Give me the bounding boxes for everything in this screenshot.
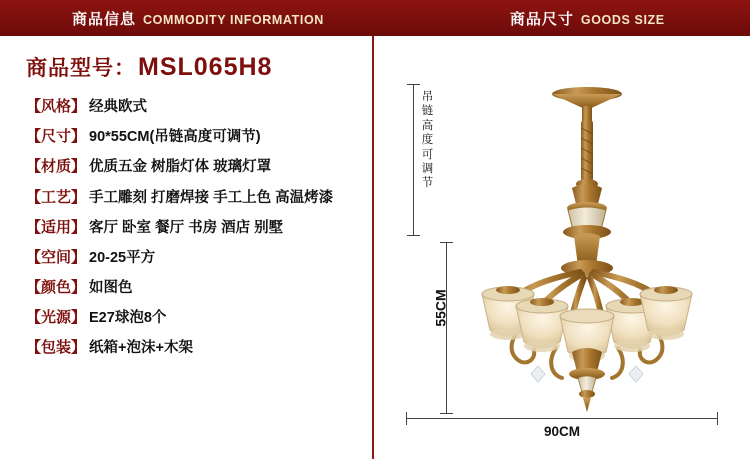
- product-model-line: [26, 52, 372, 82]
- header-commodity-information-en: COMMODITY INFORMATION: [143, 12, 324, 27]
- spec-value: 手工雕刻 打磨焊接 手工上色 高温烤漆: [89, 189, 334, 206]
- dimension-width: [406, 418, 718, 448]
- spec-key: 【颜色】: [26, 279, 87, 297]
- dimension-width-axis: [406, 418, 718, 419]
- spec-value: 客厅 卧室 餐厅 书房 酒店 别墅: [89, 219, 284, 236]
- dimension-chain-label: 吊链高度可调节: [421, 91, 434, 190]
- dimension-height: [428, 242, 452, 414]
- dimension-height-axis: [446, 242, 447, 414]
- dimension-width-label: 90CM: [543, 424, 580, 439]
- lamp-stage: [374, 36, 750, 459]
- spec-value: 纸箱+泡沫+木架: [89, 340, 193, 357]
- spec-key: 【尺寸】: [26, 128, 87, 146]
- product-info-panel: [0, 36, 372, 459]
- spec-value: 如图色: [89, 280, 133, 297]
- header-goods-size-cn: 商品尺寸: [509, 10, 574, 28]
- spec-row: [26, 279, 372, 297]
- spec-key: 【光源】: [26, 309, 87, 327]
- dimension-height-cap-top: [440, 242, 453, 243]
- spec-key: 【包装】: [26, 339, 87, 357]
- dimension-chain-axis: [413, 84, 414, 236]
- spec-key: 【工艺】: [26, 188, 87, 206]
- spec-key: 【适用】: [26, 218, 87, 236]
- spec-row: [26, 219, 372, 237]
- spec-value: 经典欧式: [89, 99, 148, 115]
- size-diagram-panel: [372, 36, 750, 459]
- dimension-chain-cap-top: [407, 84, 420, 85]
- dimension-height-cap-bottom: [440, 413, 453, 414]
- spec-row: [26, 158, 372, 176]
- spec-row: [26, 339, 372, 357]
- product-model-value: MSL065H8: [138, 53, 273, 81]
- spec-value: 20-25平方: [89, 249, 156, 266]
- header-commodity-information: [72, 8, 324, 29]
- spec-row: [26, 128, 372, 146]
- spec-key: 【空间】: [26, 248, 87, 266]
- header-goods-size: [510, 8, 665, 29]
- spec-value: E27球泡8个: [89, 310, 167, 327]
- spec-value: 优质五金 树脂灯体 玻璃灯罩: [89, 159, 272, 176]
- dimension-chain: [402, 84, 434, 236]
- dimension-height-label: 55CM: [432, 289, 449, 327]
- spec-row: [26, 309, 372, 327]
- header-commodity-information-cn: 商品信息: [72, 10, 137, 28]
- product-model-label: 商品型号：: [26, 57, 136, 80]
- spec-key: 【风格】: [26, 98, 87, 115]
- section-header-bar: [0, 0, 750, 36]
- chandelier-photo: [452, 80, 722, 416]
- spec-row: [26, 98, 372, 116]
- spec-row: [26, 189, 372, 207]
- dimension-chain-cap-bottom: [407, 235, 420, 236]
- spec-value: 90*55CM(吊链高度可调节): [89, 129, 261, 146]
- spec-row: [26, 249, 372, 267]
- header-goods-size-en: GOODS SIZE: [580, 12, 665, 27]
- spec-key: 【材质】: [26, 158, 87, 176]
